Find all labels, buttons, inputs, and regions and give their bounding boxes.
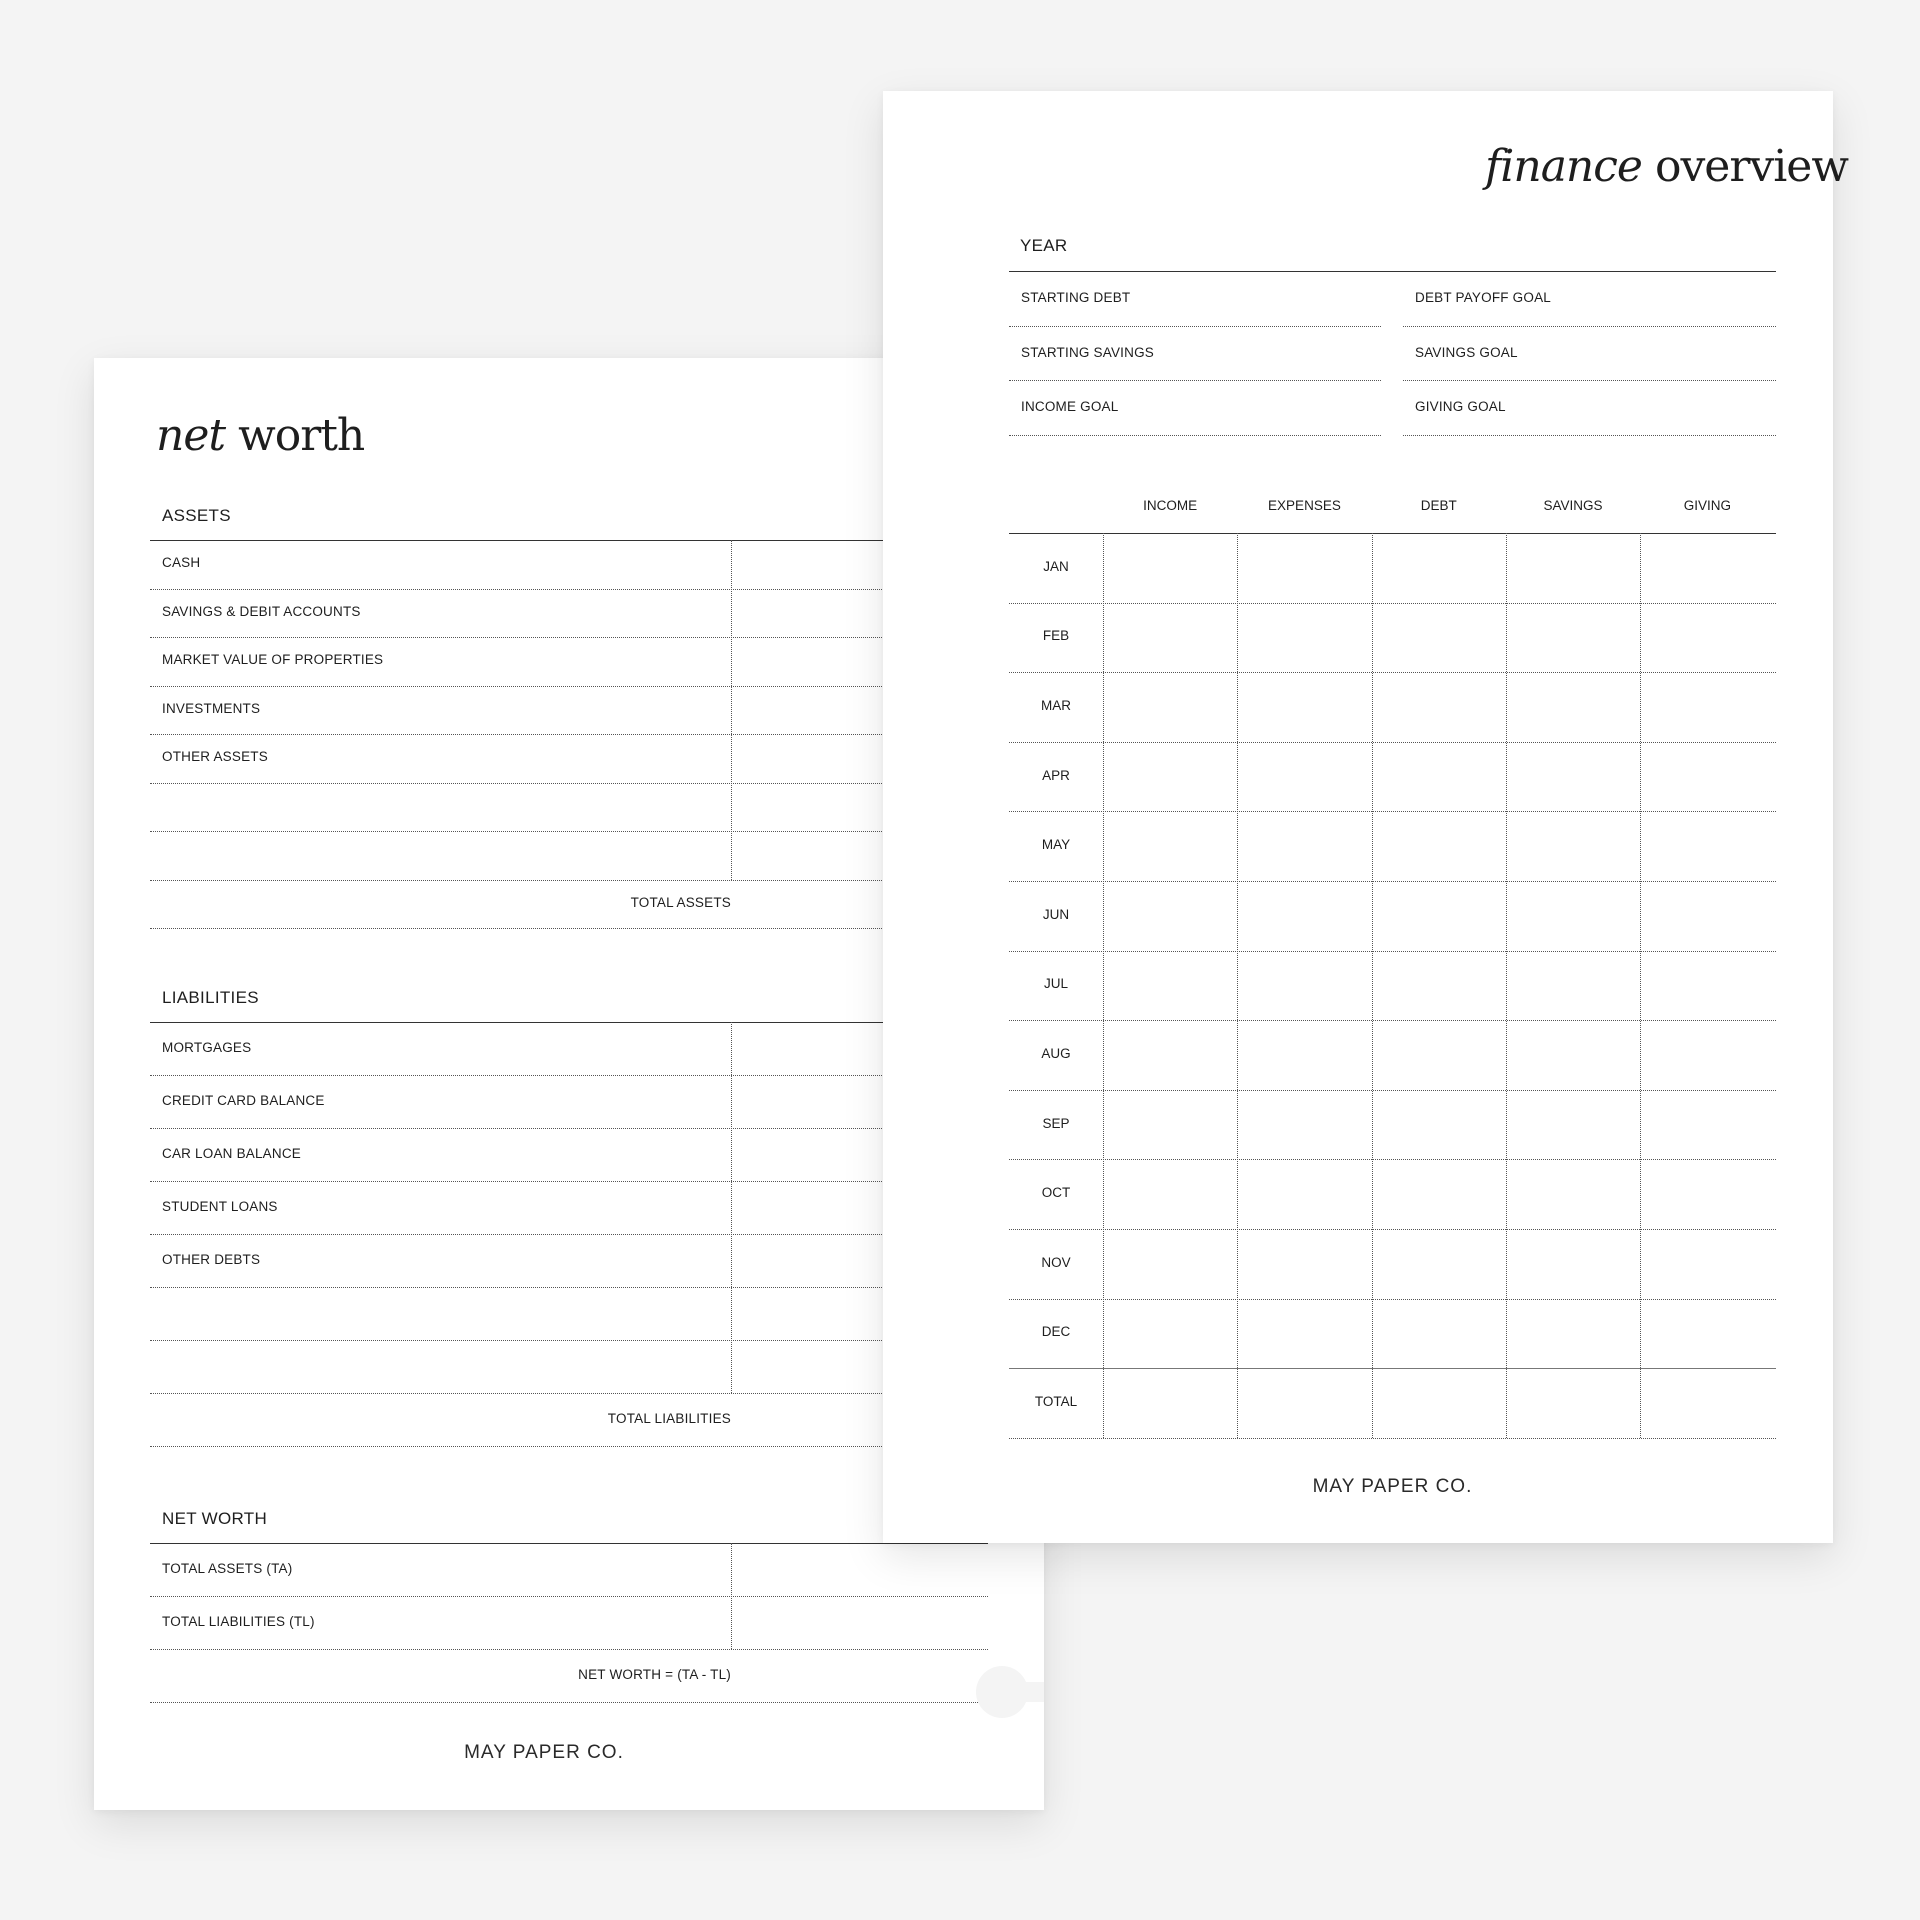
year-rule [1009,271,1776,272]
finance-overview-footer: MAY PAPER CO. [1312,1476,1473,1497]
month-label: NOV [1041,1254,1071,1270]
assets-row-label: SAVINGS & DEBIT ACCOUNTS [162,603,361,619]
month-label: DEC [1041,1324,1071,1340]
month-row-rule [1009,742,1776,743]
month-label: JUN [1042,906,1070,922]
liabilities-heading: LIABILITIES [162,988,259,1007]
net-worth-total-rule [150,1702,988,1703]
liabilities-row-rule [150,1075,988,1076]
month-row-rule [1009,603,1776,604]
goal-label: SAVINGS GOAL [1415,344,1518,360]
liabilities-row-rule [150,1340,988,1341]
goal-rule [1403,326,1776,327]
net-worth-row-label: TOTAL ASSETS (TA) [162,1560,293,1576]
column-header: EXPENSES [1268,498,1341,513]
column-divider [1372,533,1373,1438]
net-worth-row-rule [150,1596,988,1597]
goal-rule [1403,435,1776,436]
month-row-rule [1009,1299,1776,1300]
net-worth-total-label: NET WORTH = (TA - TL) [578,1666,731,1682]
assets-row-label: CASH [162,555,201,571]
liabilities-row-rule [150,1393,988,1394]
month-label: SEP [1042,1115,1070,1131]
month-row-rule [1009,1020,1776,1021]
assets-row-rule [150,734,988,735]
goal-label: STARTING SAVINGS [1021,344,1154,360]
month-label: APR [1042,767,1070,783]
goal-label: GIVING GOAL [1415,399,1506,414]
liabilities-row-label: OTHER DEBTS [162,1251,261,1267]
total-row-label: TOTAL [1034,1394,1078,1409]
net-worth-row-label: TOTAL LIABILITIES (TL) [162,1613,315,1629]
month-row-rule [1009,1090,1776,1091]
month-row-rule [1009,951,1776,952]
liabilities-row-rule [150,1234,988,1235]
assets-heading: ASSETS [162,506,231,525]
liabilities-row-label: CAR LOAN BALANCE [162,1145,301,1161]
net-worth-heading: NET WORTH [162,1509,268,1528]
month-label: AUG [1041,1046,1071,1061]
ring-notch-stem [1020,1682,1044,1702]
goal-label: INCOME GOAL [1021,399,1119,414]
title-italic: net [156,410,226,461]
assets-row-rule [150,880,988,881]
liabilities-row-rule [150,1181,988,1182]
assets-heading-rule [150,540,988,541]
goal-rule [1009,326,1381,327]
net-worth-row-rule [150,1649,988,1650]
column-header: DEBT [1420,498,1457,513]
year-label: YEAR [1020,236,1068,255]
net-worth-heading-rule [150,1543,988,1544]
goal-label: STARTING DEBT [1021,290,1131,305]
liabilities-value-column-divider [731,1022,732,1393]
assets-total-label: TOTAL ASSETS [630,894,731,910]
liabilities-row-label: MORTGAGES [162,1039,252,1055]
finance-overview-title [1485,141,1848,192]
month-row-rule [1009,1159,1776,1160]
column-header: GIVING [1683,498,1731,513]
table-bottom-rule [1009,1438,1776,1439]
column-header: INCOME [1143,498,1198,513]
month-label: OCT [1041,1185,1071,1201]
net-worth-title [156,410,364,461]
month-row-rule [1009,1229,1776,1230]
total-row-rule [1009,1368,1776,1369]
liabilities-row-label: CREDIT CARD BALANCE [162,1092,325,1108]
assets-row-rule [150,783,988,784]
goal-rule [1009,435,1381,436]
liabilities-row-rule [150,1128,988,1129]
liabilities-total-label: TOTAL LIABILITIES [607,1410,731,1426]
assets-row-label: INVESTMENTS [162,700,261,716]
column-header: SAVINGS [1543,498,1603,513]
month-label: MAR [1041,698,1071,713]
assets-row-rule [150,831,988,832]
month-row-rule [1009,672,1776,673]
month-label: JAN [1043,558,1069,574]
assets-row-rule [150,637,988,638]
liabilities-total-rule [150,1446,988,1447]
liabilities-row-rule [150,1287,988,1288]
month-row-rule [1009,881,1776,882]
goal-rule [1009,380,1381,381]
goal-rule [1403,380,1776,381]
month-label: MAY [1041,837,1071,853]
finance-overview-sheet [883,91,1849,1543]
net-worth-value-column-divider [731,1543,732,1649]
goal-label: DEBT PAYOFF GOAL [1415,290,1551,305]
assets-total-rule [150,928,988,929]
month-row-rule [1009,811,1776,812]
column-divider [1640,533,1641,1438]
column-divider [1237,533,1238,1438]
liabilities-heading-rule [150,1022,988,1023]
assets-row-rule [150,686,988,687]
assets-value-column-divider [731,540,732,880]
column-divider [1506,533,1507,1438]
title-regular: overview [1654,141,1849,192]
assets-row-label: MARKET VALUE OF PROPERTIES [162,652,384,668]
month-label: FEB [1042,628,1070,644]
title-regular: worth [238,410,365,461]
column-divider [1103,533,1104,1438]
liabilities-row-label: STUDENT LOANS [162,1198,278,1214]
net-worth-footer: MAY PAPER CO. [464,1742,624,1763]
table-header-rule [1009,533,1776,534]
title-italic: finance [1485,141,1642,192]
month-label: JUL [1043,976,1068,992]
assets-row-rule [150,589,988,590]
assets-row-label: OTHER ASSETS [162,749,268,765]
